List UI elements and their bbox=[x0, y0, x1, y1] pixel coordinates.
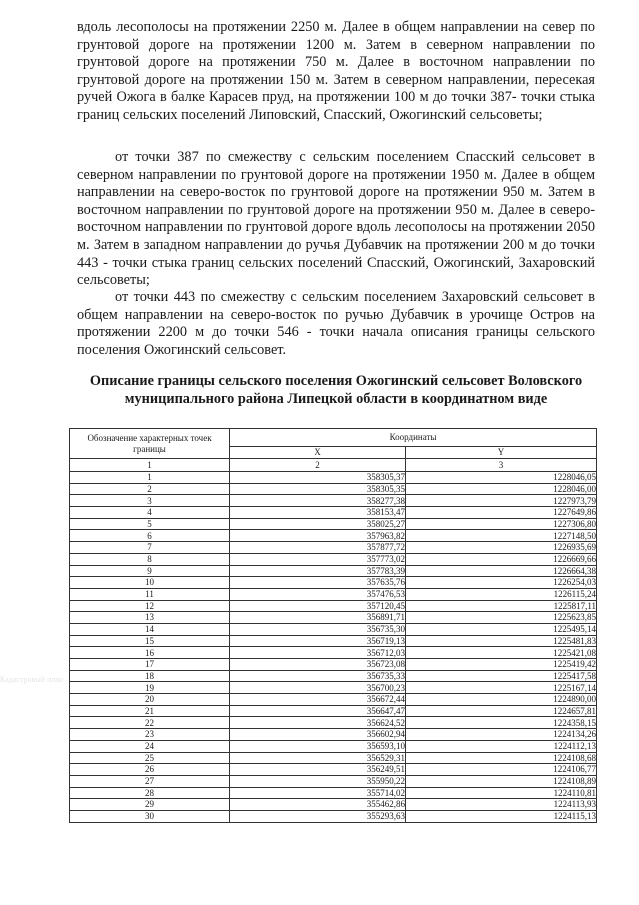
y-coordinate-cell: 1227973,79 bbox=[406, 495, 597, 507]
x-coordinate-cell: 356602,94 bbox=[230, 729, 406, 741]
table-row bbox=[70, 799, 597, 811]
point-number-cell: 25 bbox=[70, 752, 230, 764]
x-coordinate-cell: 358153,47 bbox=[230, 507, 406, 519]
y-coordinate-cell: 1225419,42 bbox=[406, 659, 597, 671]
x-coordinate-cell: 355714,02 bbox=[230, 787, 406, 799]
x-coordinate-cell: 357877,72 bbox=[230, 542, 406, 554]
paragraph-route-1: вдоль лесополосы на протяжении 2250 м. Далее в общем направлении на север по грунтовой дороге на протяжении 1200 м. Затем в северном направлении по грунтовой дороге на протяжении 750 м. Далее в восточном направлении по грунтовой дороге на протяжении 150 м. Затем в северном направлении, пересекая ручей Ожога в балке Карасев пруд, на протяжении 100 м до точки 387- точки стыка границ сельских поселений Липовский, Спасский, Ожогинский сельсоветы; bbox=[77, 19, 595, 123]
y-coordinate-cell: 1226664,38 bbox=[406, 565, 597, 577]
point-number-cell: 11 bbox=[70, 588, 230, 600]
table-row bbox=[70, 682, 597, 694]
point-number-cell: 2 bbox=[70, 483, 230, 495]
y-coordinate-cell: 1224657,81 bbox=[406, 705, 597, 717]
y-coordinate-cell: 1225495,14 bbox=[406, 623, 597, 635]
x-coordinate-cell: 356735,30 bbox=[230, 623, 406, 635]
table-row bbox=[70, 635, 597, 647]
x-coordinate-cell: 356700,23 bbox=[230, 682, 406, 694]
x-coordinate-cell: 356647,47 bbox=[230, 705, 406, 717]
y-coordinate-cell: 1224358,15 bbox=[406, 717, 597, 729]
x-coordinate-cell: 356672,44 bbox=[230, 694, 406, 706]
x-coordinate-cell: 358025,27 bbox=[230, 518, 406, 530]
point-number-cell: 15 bbox=[70, 635, 230, 647]
table-row bbox=[70, 565, 597, 577]
x-coordinate-cell: 357476,53 bbox=[230, 588, 406, 600]
y-coordinate-cell: 1224113,93 bbox=[406, 799, 597, 811]
point-number-cell: 17 bbox=[70, 659, 230, 671]
point-number-cell: 8 bbox=[70, 553, 230, 565]
x-header: X bbox=[230, 447, 406, 459]
y-coordinate-cell: 1224110,81 bbox=[406, 787, 597, 799]
x-coordinate-cell: 355462,86 bbox=[230, 799, 406, 811]
table-row bbox=[70, 612, 597, 624]
y-coordinate-cell: 1225167,14 bbox=[406, 682, 597, 694]
point-number-cell: 23 bbox=[70, 729, 230, 741]
y-coordinate-cell: 1224890,00 bbox=[406, 694, 597, 706]
point-number-cell: 19 bbox=[70, 682, 230, 694]
y-coordinate-cell: 1228046,05 bbox=[406, 472, 597, 484]
column-number: 2 bbox=[230, 459, 406, 472]
y-coordinate-cell: 1226115,24 bbox=[406, 588, 597, 600]
y-coordinate-cell: 1227649,86 bbox=[406, 507, 597, 519]
point-number-cell: 18 bbox=[70, 670, 230, 682]
x-coordinate-cell: 357773,02 bbox=[230, 553, 406, 565]
table-row bbox=[70, 670, 597, 682]
point-number-cell: 21 bbox=[70, 705, 230, 717]
point-number-cell: 26 bbox=[70, 764, 230, 776]
table-row bbox=[70, 507, 597, 519]
x-coordinate-cell: 356735,33 bbox=[230, 670, 406, 682]
point-number-cell: 7 bbox=[70, 542, 230, 554]
point-number-cell: 1 bbox=[70, 472, 230, 484]
x-coordinate-cell: 356624,52 bbox=[230, 717, 406, 729]
table-row bbox=[70, 472, 597, 484]
x-coordinate-cell: 356891,71 bbox=[230, 612, 406, 624]
coordinates-table-body bbox=[70, 472, 597, 823]
point-number-cell: 20 bbox=[70, 694, 230, 706]
table-row bbox=[70, 810, 597, 822]
y-coordinate-cell: 1226935,69 bbox=[406, 542, 597, 554]
y-coordinate-cell: 1224115,13 bbox=[406, 810, 597, 822]
faded-stamp: Кадастровый план bbox=[0, 675, 64, 684]
table-row bbox=[70, 705, 597, 717]
y-coordinate-cell: 1224134,26 bbox=[406, 729, 597, 741]
x-coordinate-cell: 356723,08 bbox=[230, 659, 406, 671]
point-number-cell: 12 bbox=[70, 600, 230, 612]
y-coordinate-cell: 1225623,85 bbox=[406, 612, 597, 624]
point-number-cell: 10 bbox=[70, 577, 230, 589]
y-coordinate-cell: 1224108,89 bbox=[406, 775, 597, 787]
x-coordinate-cell: 356719,13 bbox=[230, 635, 406, 647]
x-coordinate-cell: 356593,10 bbox=[230, 740, 406, 752]
coordinates-header: Координаты bbox=[230, 429, 597, 447]
y-coordinate-cell: 1225817,11 bbox=[406, 600, 597, 612]
point-number-cell: 13 bbox=[70, 612, 230, 624]
point-number-cell: 3 bbox=[70, 495, 230, 507]
y-header: Y bbox=[406, 447, 597, 459]
column-number: 3 bbox=[406, 459, 597, 472]
point-number-cell: 30 bbox=[70, 810, 230, 822]
x-coordinate-cell: 357635,76 bbox=[230, 577, 406, 589]
y-coordinate-cell: 1227148,50 bbox=[406, 530, 597, 542]
x-coordinate-cell: 357783,39 bbox=[230, 565, 406, 577]
x-coordinate-cell: 358305,35 bbox=[230, 483, 406, 495]
y-coordinate-cell: 1224112,13 bbox=[406, 740, 597, 752]
x-coordinate-cell: 358305,37 bbox=[230, 472, 406, 484]
x-coordinate-cell: 355950,22 bbox=[230, 775, 406, 787]
table-row bbox=[70, 775, 597, 787]
point-number-cell: 4 bbox=[70, 507, 230, 519]
y-coordinate-cell: 1224106,77 bbox=[406, 764, 597, 776]
table-row bbox=[70, 729, 597, 741]
table-row bbox=[70, 623, 597, 635]
column-number: 1 bbox=[70, 459, 230, 472]
table-row bbox=[70, 518, 597, 530]
table-row bbox=[70, 764, 597, 776]
point-number-cell: 16 bbox=[70, 647, 230, 659]
x-coordinate-cell: 356249,51 bbox=[230, 764, 406, 776]
y-coordinate-cell: 1225417,58 bbox=[406, 670, 597, 682]
table-row bbox=[70, 647, 597, 659]
y-coordinate-cell: 1225421,08 bbox=[406, 647, 597, 659]
table-row bbox=[70, 740, 597, 752]
point-number-cell: 14 bbox=[70, 623, 230, 635]
coordinates-table bbox=[69, 428, 597, 823]
table-row bbox=[70, 717, 597, 729]
y-coordinate-cell: 1228046,00 bbox=[406, 483, 597, 495]
point-number-cell: 27 bbox=[70, 775, 230, 787]
point-number-cell: 28 bbox=[70, 787, 230, 799]
x-coordinate-cell: 355293,63 bbox=[230, 810, 406, 822]
point-number-cell: 5 bbox=[70, 518, 230, 530]
x-coordinate-cell: 357120,45 bbox=[230, 600, 406, 612]
table-row bbox=[70, 542, 597, 554]
paragraph-route-2: от точки 387 по смежеству с сельским поселением Спасский сельсовет в северном направлении по грунтовой дороге на протяжении 1950 м. Далее в общем направлении на северо-восток по грунтовой дороге на протяжении 950 м. Затем в восточном направлении по грунтовой дороге на протяжении 950 м. Далее в северо-восточном направлении по грунтовой дороге вдоль лесополосы на протяжении 2050 м. Затем в западном направлении до ручья Дубавчик на протяжении 200 м до точки 443 - точки стыка границ сельских поселений Спасский, Ожогинский, Захаровский сельсоветы; bbox=[77, 149, 595, 289]
section-title: Описание границы сельского поселения Ожогинский сельсовет Воловского муниципального района Липецкой области в координатном виде bbox=[89, 373, 583, 407]
point-designation-header: Обозначение характерных точек границы bbox=[70, 429, 230, 459]
table-row bbox=[70, 495, 597, 507]
x-coordinate-cell: 358277,38 bbox=[230, 495, 406, 507]
point-number-cell: 22 bbox=[70, 717, 230, 729]
table-row bbox=[70, 694, 597, 706]
table-row bbox=[70, 577, 597, 589]
table-row bbox=[70, 752, 597, 764]
table-row bbox=[70, 787, 597, 799]
x-coordinate-cell: 357963,82 bbox=[230, 530, 406, 542]
table-row bbox=[70, 659, 597, 671]
y-coordinate-cell: 1224108,68 bbox=[406, 752, 597, 764]
table-row bbox=[70, 483, 597, 495]
x-coordinate-cell: 356712,03 bbox=[230, 647, 406, 659]
point-number-cell: 6 bbox=[70, 530, 230, 542]
y-coordinate-cell: 1227306,80 bbox=[406, 518, 597, 530]
point-number-cell: 29 bbox=[70, 799, 230, 811]
x-coordinate-cell: 356529,31 bbox=[230, 752, 406, 764]
point-number-cell: 9 bbox=[70, 565, 230, 577]
table-row bbox=[70, 553, 597, 565]
y-coordinate-cell: 1225481,83 bbox=[406, 635, 597, 647]
table-row bbox=[70, 530, 597, 542]
table-row bbox=[70, 600, 597, 612]
point-number-cell: 24 bbox=[70, 740, 230, 752]
y-coordinate-cell: 1226669,66 bbox=[406, 553, 597, 565]
table-row bbox=[70, 588, 597, 600]
y-coordinate-cell: 1226254,03 bbox=[406, 577, 597, 589]
paragraph-route-3: от точки 443 по смежеству с сельским поселением Захаровский сельсовет в общем направлении на северо-восток по ручью Дубавчик в урочище Остров на протяжении 2200 м до точки 546 - точки начала описания границы сельского поселения Ожогинский сельсовет. bbox=[77, 289, 595, 358]
